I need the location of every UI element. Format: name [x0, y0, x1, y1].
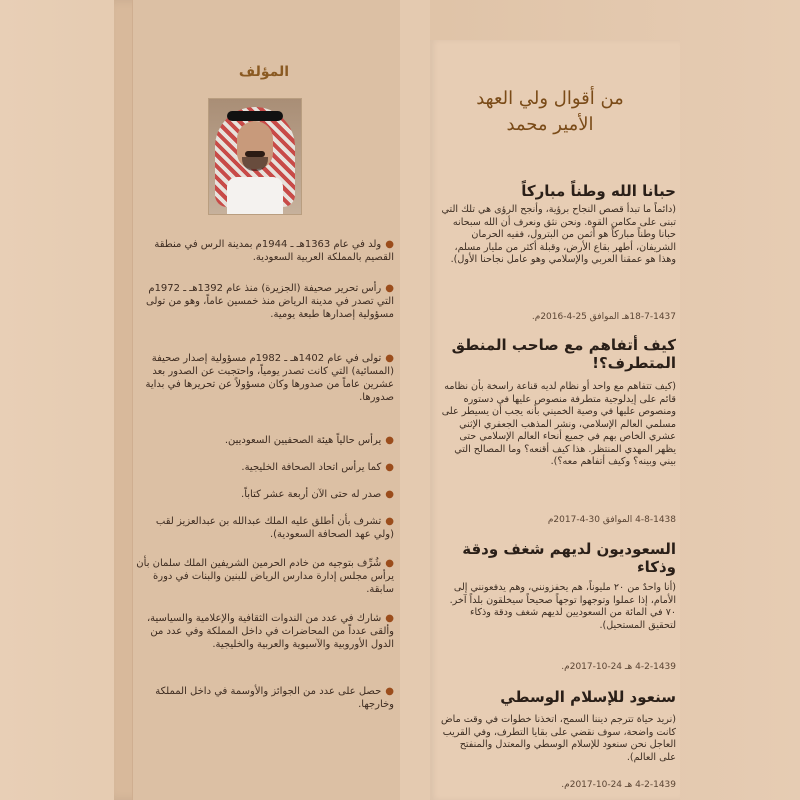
bio-item: ●يرأس حالياً هيئة الصحفيين السعوديين.: [224, 435, 394, 446]
bio-item: ●كما يرأس اتحاد الصحافة الخليجية.: [241, 462, 394, 473]
author-photo: [208, 98, 302, 215]
section-text: (أنا واحدٌ من ٢٠ مليوناً، هم يحفزونني، وهم يدفعونني إلى الأمام، إذا عملوا وتوجهوا توجهاً صحيحاً سيخلقون بلداً آخر. ٧٠ في المائة من السعوديين لديهم شغف ودقة وذكاء لتحقيق المستحيل).: [449, 582, 676, 631]
page-gutter: [400, 0, 430, 800]
section-date: 18-7-1437هـ الموافق 25-4-2016م.: [531, 312, 676, 322]
bio-item: ●تولى في عام 1402هـ ـ 1982م مسؤولية إصدار صحيفة (المسائية) التي كانت تصدر يومياً، واحتجبت عن الصدور بعد عشرين عاماً من صدورها وكان مسؤولاً عن تحريرها في بداية صدورها.: [145, 353, 394, 403]
bio-item: ●حصل على عدد من الجوائز والأوسمة في داخل المملكة وخارجها.: [155, 686, 394, 710]
section-text: (نريد حياة تترجم ديننا السمح، اتخذنا خطوات في وقت ماض كانت واضحة، سوف نقضي على بقايا التطرف، وفي القريب العاجل نحن سنعود للإسلام الوسطي والمعتدل والمنفتح على العالم).: [441, 714, 676, 763]
section-date: 4-8-1438 الموافق 30-4-2017م: [547, 515, 676, 525]
section-date: 4-2-1439 هـ 24-10-2017م.: [561, 662, 676, 672]
quotes-title: من أقوال ولي العهد الأمير محمد: [476, 88, 624, 135]
bio-item: ●تشرف بأن أطلق عليه الملك عبدالله بن عبدالعزيز لقب (ولي عهد الصحافة السعودية).: [155, 516, 394, 540]
bio-item: ●شُرِّف بتوجيه من خادم الحرمين الشريفين الملك سلمان بأن يرأس مجلس إدارة مدارس الرياض للبنين والبنات في دورة سابقة.: [136, 558, 394, 595]
author-heading: المؤلف: [238, 64, 290, 80]
section-text: (كيف تتفاهم مع واحد أو نظام لديه قناعة راسخة بأن نظامه قائم على إيدلوجية متطرفة منصوص عليها في دستوره ومنصوص عليها في وصية الخميني بأنه يجب أن يسيطر على مسلمي العالم الإسلامي، ونشر المذهب الجعفري الإثني عشري الخاص بهم في جميع أنحاء العالم الإسلامي حتى يظهر المهدي المنتظر. هذا كيف أقنعه؟ وما المصالح التي بيني وبينه؟ وكيف أتفاهم معه؟).: [441, 381, 676, 467]
bio-item: ●رأس تحرير صحيفة (الجزيرة) منذ عام 1392هـ ـ 1972م التي تصدر في مدينة الرياض منذ خمسين عاماً، وهو من تولى مسؤولية إصدارها طبعة يومية.: [146, 283, 394, 320]
section-heading: السعوديون لديهم شغف ودقة وذكاء: [462, 540, 676, 576]
thobe-icon: [227, 177, 283, 214]
section-heading: كيف أتفاهم مع صاحب المنطق المتطرف؟!: [451, 336, 676, 372]
section-text: (دائماً ما تبدأ قصص النجاح برؤية، وأنجح الرؤى هي تلك التي تبنى على مكامن القوة. ونحن نثق ونعرف أن الله سبحانه حبانا وطناً مباركاً هو أثمن من البترول، ففيه الحرمان الشريفان، أطهر بقاع الأرض، وقبلة أكثر من مليار مسلم، وهذا هو عمقنا العربي والإسلامي وهو عامل نجاحنا الأول).: [441, 204, 676, 265]
bio-item: ●صدر له حتى الآن أربعة عشر كتاباً.: [241, 489, 394, 500]
bio-item: ●شارك في عدد من الندوات الثقافية والإعلامية والسياسية، وألقى عدداً من المحاضرات في داخل المملكة وفي عدد من الدول الأوروبية والآسيوية والعربية والخليجية.: [146, 613, 394, 650]
bio-item: ●ولد في عام 1363هـ ـ 1944م بمدينة الرس في منطقة القصيم بالمملكة العربية السعودية.: [154, 239, 394, 263]
section-heading: سنعود للإسلام الوسطي: [500, 688, 676, 706]
section-date: 4-2-1439 هـ 24-10-2017م.: [561, 780, 676, 790]
section-heading: حبانا الله وطناً مباركاً: [521, 182, 676, 200]
igal-icon: [227, 111, 283, 121]
